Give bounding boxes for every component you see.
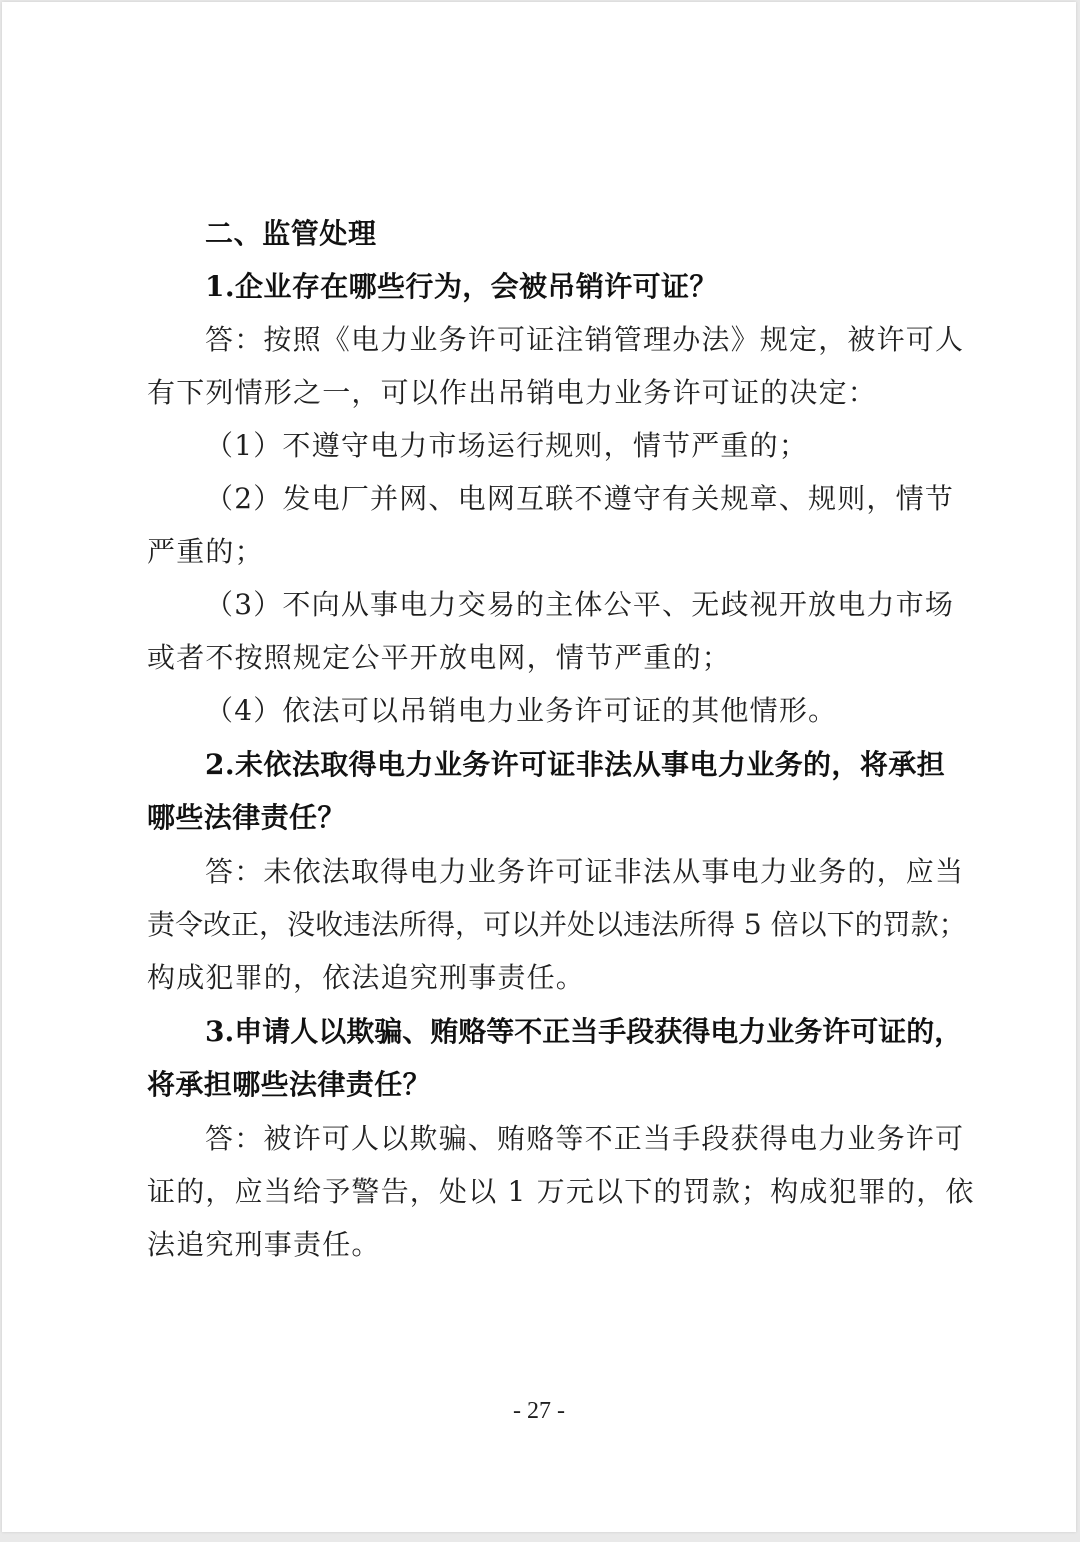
answer-1-item-1: （1）不遵守电力市场运行规则，情节严重的；	[205, 429, 809, 462]
answer-1-line-2: 有下列情形之一，可以作出吊销电力业务许可证的决定：	[147, 376, 878, 409]
answer-1-item-3-cont: 或者不按照规定公平开放电网，情节严重的；	[147, 641, 732, 674]
question-2-line-2: 哪些法律责任？	[147, 801, 346, 834]
document-page	[2, 2, 1076, 1532]
question-3-line-1: 3.申请人以欺骗、贿赂等不正当手段获得电力业务许可证的，	[205, 1015, 963, 1048]
answer-2-line-1: 答：未依法取得电力业务许可证非法从事电力业务的，应当	[205, 855, 965, 888]
question-1: 1.企业存在哪些行为，会被吊销许可证？	[205, 270, 718, 303]
answer-2-line-2: 责令改正，没收违法所得，可以并处以违法所得 5 倍以下的罚款；	[147, 908, 967, 941]
section-heading: 二、监管处理	[205, 217, 377, 250]
answer-1-item-2: （2）发电厂并网、电网互联不遵守有关规章、规则，情节	[205, 482, 955, 515]
answer-1-item-2-cont: 严重的；	[147, 535, 264, 568]
answer-1-line-1: 答：按照《电力业务许可证注销管理办法》规定，被许可人	[205, 323, 965, 356]
answer-2-line-3: 构成犯罪的，依法追究刑事责任。	[147, 961, 586, 994]
question-2-line-1: 2.未依法取得电力业务许可证非法从事电力业务的，将承担	[205, 748, 946, 781]
page-number: - 27 -	[513, 1398, 565, 1424]
answer-3-line-1: 答：被许可人以欺骗、贿赂等不正当手段获得电力业务许可	[205, 1122, 965, 1155]
answer-1-item-3: （3）不向从事电力交易的主体公平、无歧视开放电力市场	[205, 588, 955, 621]
answer-1-item-4: （4）依法可以吊销电力业务许可证的其他情形。	[205, 694, 838, 727]
answer-3-line-2: 证的，应当给予警告，处以 1 万元以下的罚款；构成犯罪的，依	[147, 1175, 975, 1208]
answer-3-line-3: 法追究刑事责任。	[147, 1228, 381, 1261]
question-3-line-2: 将承担哪些法律责任？	[147, 1068, 432, 1101]
